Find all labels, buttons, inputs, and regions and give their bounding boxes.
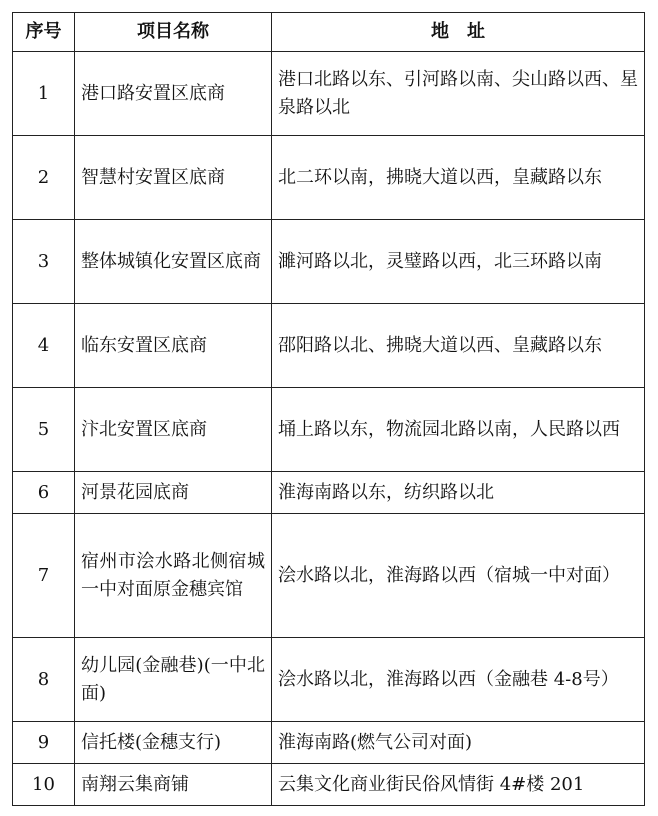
row-project-name: 整体城镇化安置区底商 bbox=[75, 220, 272, 304]
row-index: 3 bbox=[13, 220, 75, 304]
row-address: 北二环以南，拂晓大道以西，皇藏路以东 bbox=[272, 136, 645, 220]
table-row bbox=[13, 472, 645, 514]
row-index: 9 bbox=[13, 722, 75, 764]
row-project-name: 幼儿园(金融巷)(一中北面) bbox=[75, 638, 272, 722]
table-row bbox=[13, 52, 645, 136]
table-row bbox=[13, 638, 645, 722]
row-index: 2 bbox=[13, 136, 75, 220]
header-project-name: 项目名称 bbox=[75, 13, 272, 52]
table-header-row bbox=[13, 13, 645, 52]
row-address: 淮海南路(燃气公司对面) bbox=[272, 722, 645, 764]
row-project-name: 南翔云集商铺 bbox=[75, 764, 272, 806]
project-address-table bbox=[12, 12, 645, 806]
row-project-name: 智慧村安置区底商 bbox=[75, 136, 272, 220]
row-address: 云集文化商业街民俗风情街 4#楼 201 bbox=[272, 764, 645, 806]
row-address: 埇上路以东，物流园北路以南，人民路以西 bbox=[272, 388, 645, 472]
row-address: 港口北路以东、引河路以南、尖山路以西、星泉路以北 bbox=[272, 52, 645, 136]
row-address: 邵阳路以北、拂晓大道以西、皇藏路以东 bbox=[272, 304, 645, 388]
row-address: 濉河路以北，灵璧路以西，北三环路以南 bbox=[272, 220, 645, 304]
row-project-name: 河景花园底商 bbox=[75, 472, 272, 514]
row-index: 8 bbox=[13, 638, 75, 722]
row-address: 浍水路以北，淮海路以西（宿城一中对面） bbox=[272, 514, 645, 638]
table-row bbox=[13, 136, 645, 220]
row-project-name: 临东安置区底商 bbox=[75, 304, 272, 388]
table-row bbox=[13, 764, 645, 806]
row-index: 6 bbox=[13, 472, 75, 514]
row-project-name: 宿州市浍水路北侧宿城一中对面原金穗宾馆 bbox=[75, 514, 272, 638]
table-row bbox=[13, 388, 645, 472]
row-index: 4 bbox=[13, 304, 75, 388]
row-index: 10 bbox=[13, 764, 75, 806]
row-project-name: 信托楼(金穗支行) bbox=[75, 722, 272, 764]
table-row bbox=[13, 722, 645, 764]
row-index: 5 bbox=[13, 388, 75, 472]
table-row bbox=[13, 304, 645, 388]
header-index: 序号 bbox=[13, 13, 75, 52]
table-row bbox=[13, 514, 645, 638]
row-index: 1 bbox=[13, 52, 75, 136]
row-index: 7 bbox=[13, 514, 75, 638]
table-row bbox=[13, 220, 645, 304]
row-project-name: 港口路安置区底商 bbox=[75, 52, 272, 136]
header-address: 地 址 bbox=[272, 13, 645, 52]
row-address: 浍水路以北，淮海路以西（金融巷 4-8号） bbox=[272, 638, 645, 722]
row-address: 淮海南路以东，纺织路以北 bbox=[272, 472, 645, 514]
row-project-name: 汴北安置区底商 bbox=[75, 388, 272, 472]
